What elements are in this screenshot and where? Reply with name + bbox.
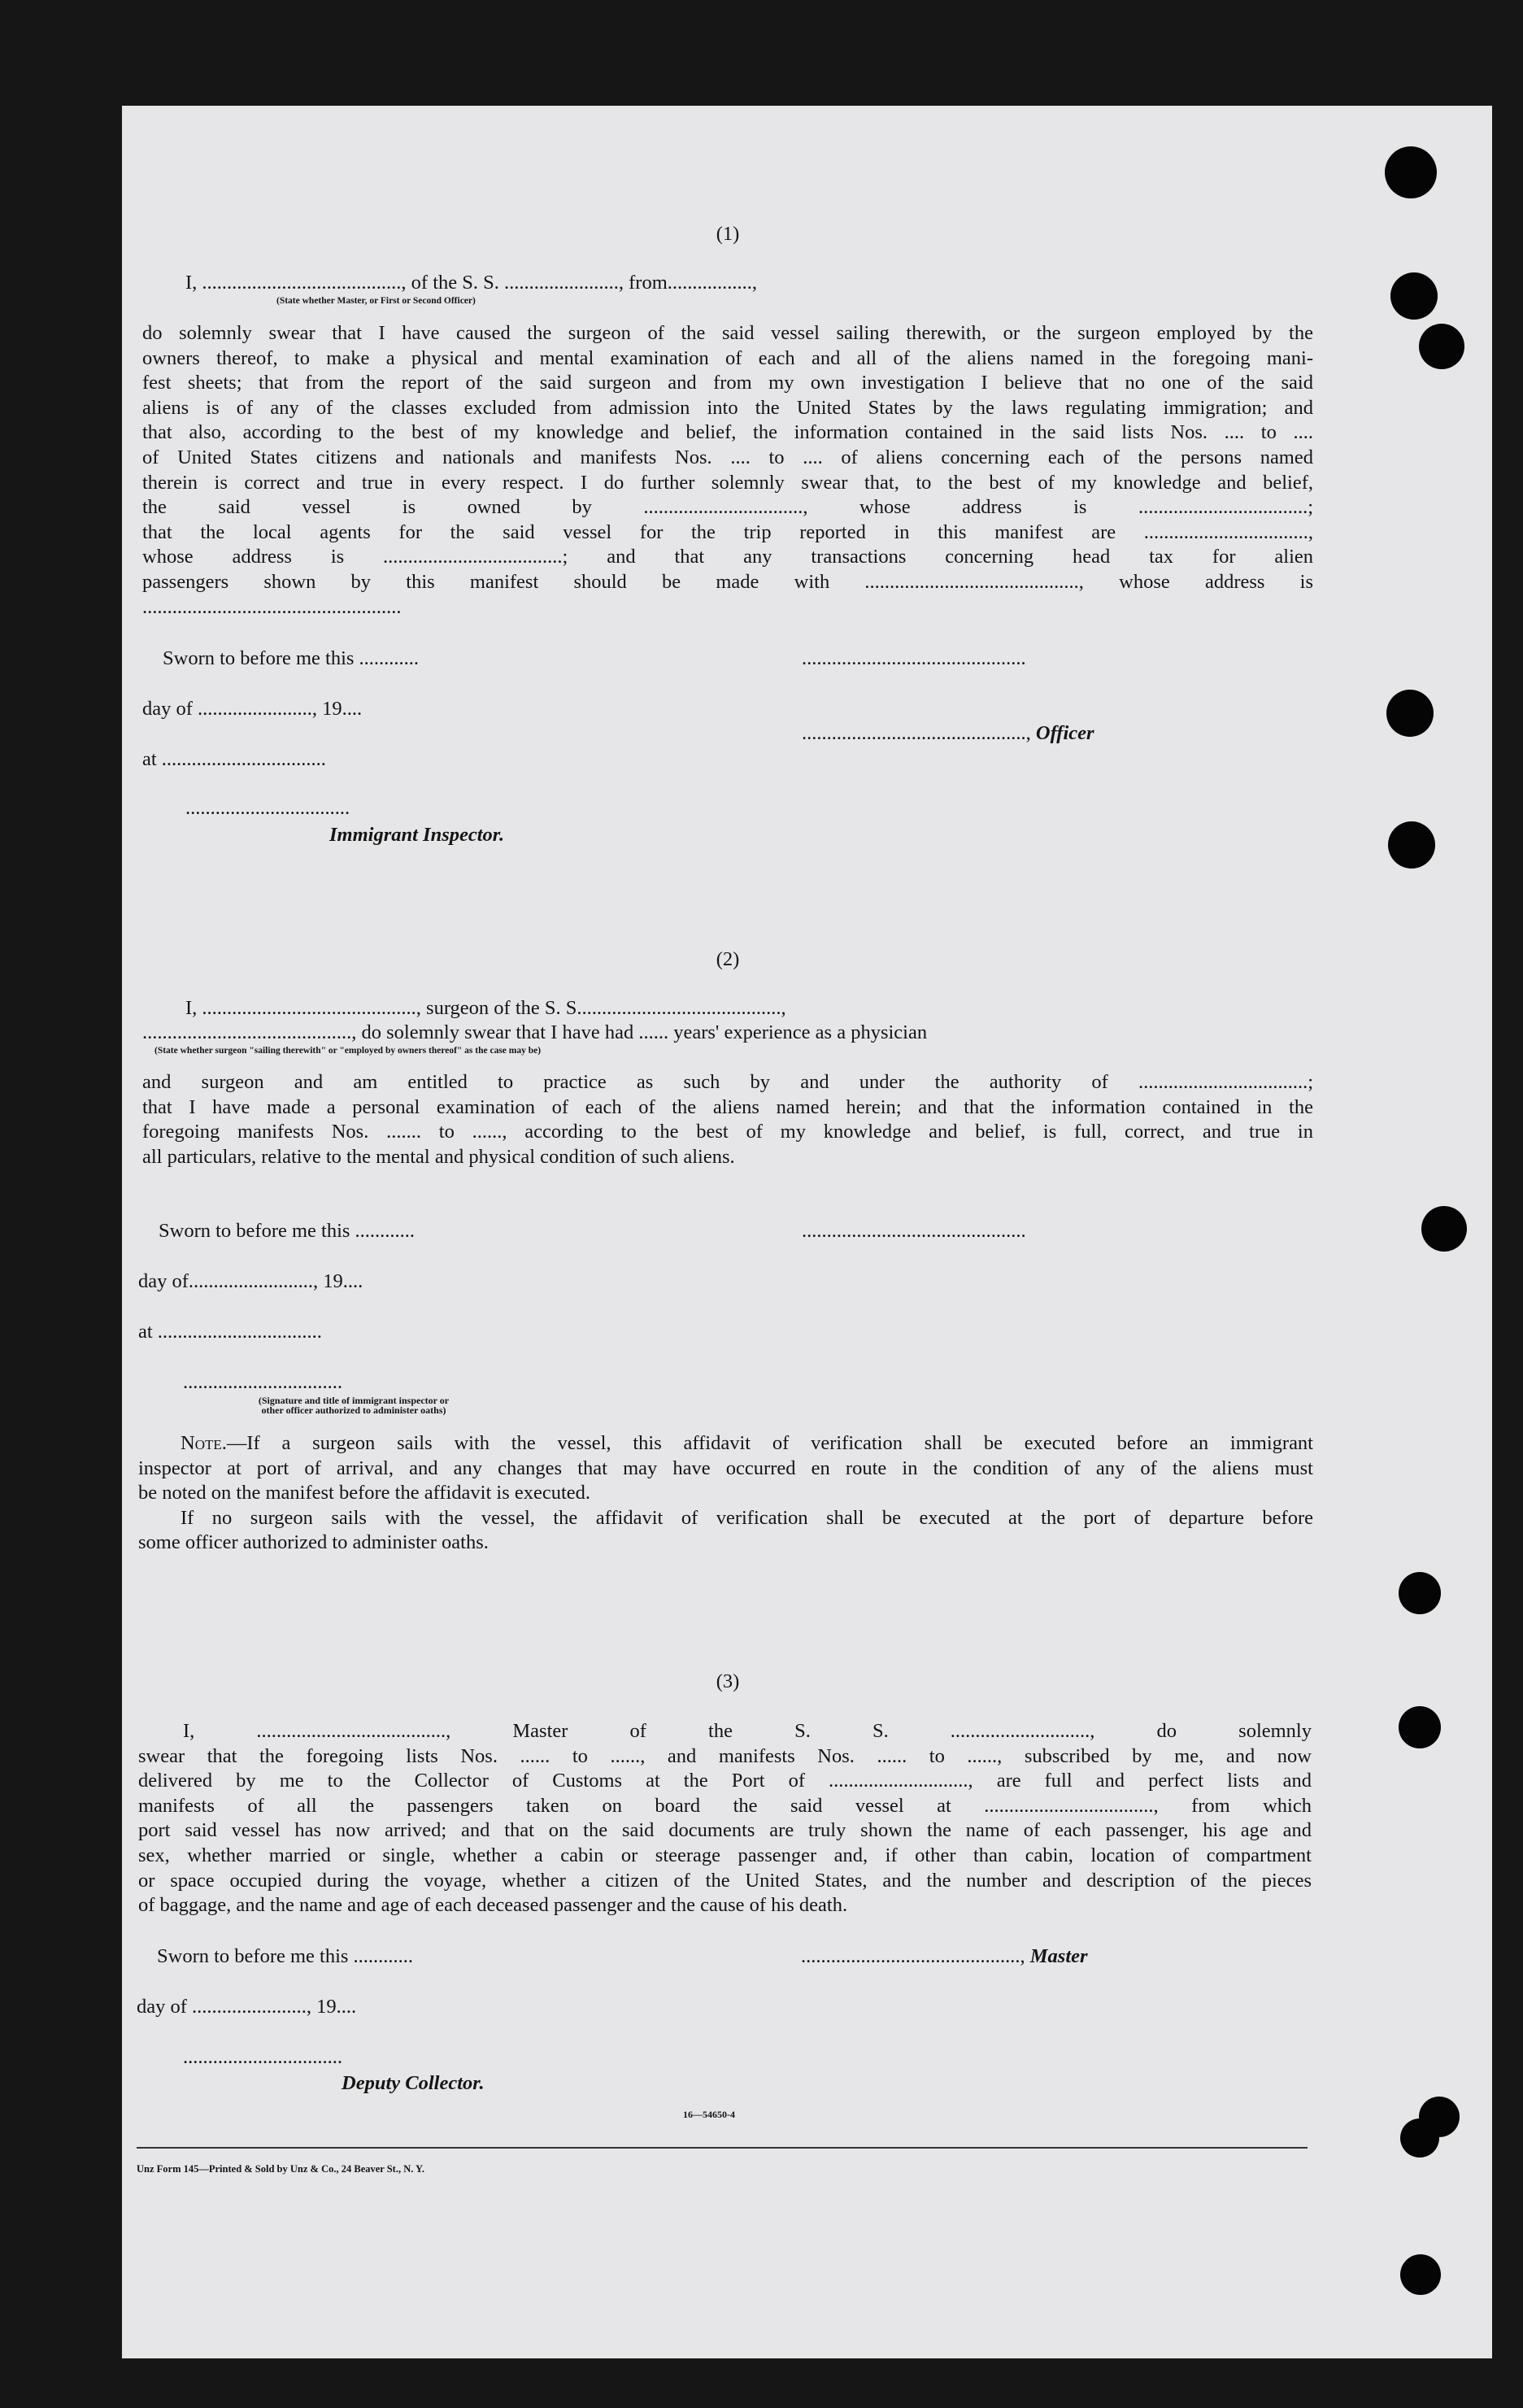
section-2-day: day of........................., 19....	[138, 1270, 363, 1292]
oath-line: manifests of all the passengers taken on board the said vessel at .................................., from which	[138, 1794, 1312, 1817]
section-2-line-2: .........................................., do solemnly swear that I have had ...... years' experience as a physician	[142, 1021, 928, 1043]
oath-line: that I have made a personal examination of each of the aliens named herein; and that the information contained in the	[142, 1095, 1313, 1118]
binder-hole	[1388, 821, 1435, 869]
section-3-oath-paragraph	[138, 1719, 1312, 1918]
section-3-master-line	[801, 1945, 1088, 1968]
footer-imprint: Unz Form 145—Printed & Sold by Unz & Co., 24 Beaver St., N. Y.	[137, 2163, 425, 2175]
note-label: Note.	[181, 1432, 227, 1454]
section-2-at: at .................................	[138, 1321, 322, 1343]
oath-line: of United States citizens and nationals and manifests Nos. .... to .... of aliens concerning each of the persons named	[142, 446, 1313, 468]
section-3-collector-label: Deputy Collector.	[342, 2072, 485, 2094]
note-line: If no surgeon sails with the vessel, the affidavit of verification shall be executed at the port of departure before	[181, 1506, 1313, 1529]
oath-line: aliens is of any of the classes excluded from admission into the United States by the laws regulating immigration; and	[142, 396, 1313, 419]
section-2-signature-caption	[171, 1396, 537, 1415]
oath-line: all particulars, relative to the mental and physical condition of such aliens.	[142, 1145, 735, 1168]
oath-line: swear that the foregoing lists Nos. ...... to ......, and manifests Nos. ...... to ......, subscribed by me, and now	[138, 1744, 1312, 1767]
binder-hole	[1400, 2118, 1439, 2158]
section-1-heading: (1)	[716, 223, 740, 245]
oath-line: ....................................................	[142, 595, 402, 618]
section-1-intro-caption: (State whether Master, or First or Second Officer)	[276, 296, 476, 306]
section-2-line-1: I, ..........................................., surgeon of the S. S.........................................,	[185, 997, 786, 1019]
footer-rule	[137, 2147, 1308, 2149]
oath-line: and surgeon and am entitled to practice as such by and under the authority of ..................................;	[142, 1071, 1313, 1093]
oath-line: do solemnly swear that I have caused the surgeon of the said vessel sailing therewith, or the surgeon employed by the	[142, 322, 1313, 344]
note-line: inspector at port of arrival, and any changes that may have occurred en route in the condition of any of the aliens must	[138, 1457, 1313, 1479]
oath-line: whose address is ....................................; and that any transactions concerning head tax for alien	[142, 546, 1313, 568]
oath-line: port said vessel has now arrived; and that on the said documents are truly shown the name of each passenger, his age and	[138, 1819, 1312, 1842]
form-number: 16—54650-4	[683, 2109, 735, 2120]
oath-line: the said vessel is owned by ................................, whose address is ..................................;	[142, 496, 1313, 519]
section-1-officer-line	[802, 722, 1094, 745]
section-1-intro-line: I, ........................................, of the S. S. ......................., from.................,	[185, 272, 757, 294]
oath-line: of baggage, and the name and age of each deceased passenger and the cause of his death.	[138, 1894, 848, 1917]
master-label: Master	[1029, 1945, 1088, 1967]
officer-label: Officer	[1035, 722, 1094, 744]
oath-line: or space occupied during the voyage, whether a citizen of the United States, and the number and description of the pieces	[138, 1869, 1312, 1892]
section-1-signature-line: .............................................	[802, 647, 1026, 669]
note-line: some officer authorized to administer oaths.	[138, 1531, 489, 1554]
oath-line: sex, whether married or single, whether a cabin or steerage passenger and, if other than cabin, location of compartment	[138, 1844, 1312, 1866]
note-line	[138, 1431, 1313, 1457]
binder-hole	[1386, 690, 1434, 737]
binder-hole	[1385, 146, 1437, 198]
section-3-heading: (3)	[716, 1670, 740, 1692]
oath-line: passengers shown by this manifest should be made with ..........................................., whose address is	[142, 570, 1313, 593]
section-3-collector-dots: ................................	[183, 2046, 342, 2068]
oath-line: I, ......................................, Master of the S. S. ............................, do solemnly	[183, 1720, 1312, 1742]
oath-line: that the local agents for the said vessel for the trip reported in this manifest are .................................,	[142, 520, 1313, 543]
master-dots: ............................................,	[801, 1945, 1030, 1967]
section-1-day: day of ......................., 19....	[142, 698, 363, 720]
section-2-note	[138, 1431, 1313, 1556]
section-1-at: at .................................	[142, 748, 326, 770]
section-2-signature-line: .............................................	[802, 1220, 1026, 1242]
binder-hole	[1390, 272, 1438, 320]
binder-hole	[1399, 1706, 1441, 1748]
section-1-oath-paragraph-lines	[142, 321, 1313, 620]
oath-line: owners thereof, to make a physical and mental examination of each and all of the aliens named in the foregoing mani-	[142, 346, 1313, 369]
section-2-signature-dots: ................................	[183, 1371, 342, 1393]
section-2-caption: (State whether surgeon "sailing therewith" or "employed by owners thereof" as the case may be)	[154, 1046, 542, 1056]
oath-line: foregoing manifests Nos. ....... to ......, according to the best of my knowledge and belief, is full, correct, and true in	[142, 1121, 1313, 1143]
note-line: be noted on the manifest before the affidavit is executed.	[138, 1482, 591, 1504]
binder-hole	[1421, 1206, 1467, 1252]
section-2-oath-paragraph	[142, 1070, 1313, 1169]
caption-line: (Signature and title of immigrant inspector or	[258, 1395, 450, 1406]
binder-hole	[1419, 324, 1464, 369]
section-2-heading: (2)	[716, 948, 740, 970]
section-1-inspector-label: Immigrant Inspector.	[329, 824, 505, 846]
section-3-sworn: Sworn to before me this ............	[157, 1945, 414, 1967]
section-2-sworn: Sworn to before me this ............	[159, 1220, 416, 1242]
binder-hole	[1400, 2254, 1441, 2295]
officer-dots: .............................................,	[802, 722, 1036, 744]
note-text: —If a surgeon sails with the vessel, this affidavit of verification shall be executed before an immigrant	[226, 1432, 1313, 1454]
oath-line: fest sheets; that from the report of the said surgeon and from my own investigation I believe that no one of the said	[142, 372, 1313, 394]
section-1-sworn: Sworn to before me this ............	[163, 647, 420, 669]
binder-hole	[1399, 1572, 1441, 1614]
oath-line: delivered by me to the Collector of Customs at the Port of ............................, are full and perfect lists and	[138, 1770, 1312, 1792]
oath-line: therein is correct and true in every respect. I do further solemnly swear that, to the best of my knowledge and belief,	[142, 471, 1313, 494]
caption-line: other officer authorized to administer oaths)	[261, 1404, 446, 1416]
oath-line: that also, according to the best of my knowledge and belief, the information contained in the said lists Nos. .... to ....	[142, 421, 1313, 444]
section-3-day: day of ......................., 19....	[137, 1996, 357, 2018]
section-1-inspector-dots: .................................	[185, 797, 350, 819]
